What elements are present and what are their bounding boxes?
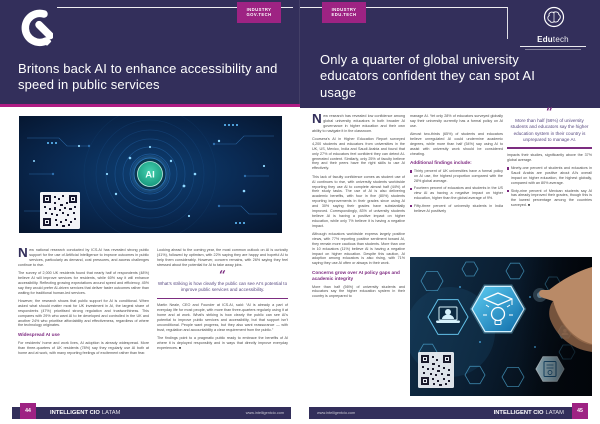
left-article-column-1	[18, 248, 149, 404]
bullet-square-icon	[410, 170, 412, 172]
pull-quote	[507, 108, 592, 143]
footer-url: www.intelligentcio.com	[245, 411, 284, 415]
edutech-name-bold: Edu	[537, 35, 553, 44]
badge-line1: INDUSTRY	[331, 7, 357, 12]
intelligentcio-logo-icon	[13, 7, 53, 49]
paragraph: The survey of 2,000 UK residents found that nearly half of respondents (48%) believe AI will improve services for residents, while 60% say it will enhance accessibility. Reflecting growing expectations around speed and efficiency, 45% say they would prefer AI-driven services that deliver faster outcomes rather than waiting for traditional human-led services.	[18, 271, 149, 295]
quote-icon: “	[546, 106, 553, 119]
bullet-item	[507, 166, 592, 186]
footer-brand	[494, 410, 564, 416]
education-tech-image	[410, 257, 592, 396]
paragraph: However, the research shows that public support for AI is conditional. When asked what should matter most for UK investment in AI, the largest share of respondents (47%) prioritised strong regulation and trustworthiness. This compares with 29% who want AI to be developed and controlled in the UK and another 24% who prioritise affordability and effectiveness, regardless of where the technology originates.	[18, 299, 149, 328]
pull-quote-text: More than half (56%) of university students and educators say the higher education system in their country is unprepared to manage AI.	[510, 118, 589, 142]
bullet-text: Sixty-nine percent of Mexican students say AI has already improved their grades, though this is the lowest percentage among the countries surveyed. ■	[510, 188, 592, 208]
paragraph: Looking ahead to the coming year, the most common outlook on AI is curiosity (41%), followed by optimism, with 22% saying they are happy and hopeful AI to help them considerably. However, concern remains, with 26% saying they feel stressed about the potential for AI to take away jobs.	[157, 248, 288, 267]
footer-brand-region: LATAM	[101, 410, 121, 416]
subheading: Additional findings include:	[410, 160, 472, 166]
paragraph: This lack of faculty confidence comes as student use of AI continues to rise, with university students worldwide reporting they use AI to complete almost half (44%) of their study tasks. The use of AI is also delivering academic benefits, with four in five (80%) students reporting improvements in their grades since using AI and 30% saying their grades have substantially improved. Correspondingly, 83% of university students believe AI is having a positive impact on higher education, while only 7% believe it is having a negative impact.	[312, 174, 405, 228]
badge-line1: INDUSTRY	[246, 7, 272, 12]
left-article-headline: Britons back AI to enhance accessibility and speed in public services	[18, 61, 278, 93]
paragraph: The findings point to a pragmatic public ready to embrace the benefits of AI where it is deployed responsibly and in ways that directly improve everyday experiences. ■	[157, 336, 288, 350]
footer-brand-bold: INTELLIGENT CIO	[493, 410, 544, 416]
badge-line2: GOV.TECH	[246, 12, 272, 18]
paragraph: ew research has revealed low confidence among global university educators in both broader AI governance in higher education and their own ability to navigate it in the classroom.	[312, 114, 405, 133]
edutech-underline	[520, 46, 586, 47]
paragraph: For residents’ home and work lives, AI adoption is already widespread. More than three-quarters of UK residents (78%) say they regularly use AI both at home and at work, with many reporting feelings of excitement rather than fear.	[18, 340, 149, 355]
page-number: 44	[25, 408, 31, 414]
ai-hero-image	[19, 116, 282, 233]
industry-badge-govtech	[237, 2, 281, 23]
page-spine	[299, 0, 300, 108]
page-number-badge	[572, 403, 588, 419]
paragraph: manage AI. Yet only 28% of educators surveyed globally say their university currently has a formal policy on AI use.	[410, 114, 503, 128]
page-number-badge	[20, 403, 36, 419]
bullet-item	[410, 186, 503, 201]
page-number: 45	[577, 408, 583, 414]
bullet-item	[507, 189, 592, 209]
footer-brand-region: LATAM	[545, 410, 564, 416]
pull-quote	[157, 268, 288, 294]
bullet-square-icon	[410, 188, 412, 190]
industry-badge-edutech	[322, 2, 366, 23]
edutech-name-light: tech	[552, 35, 569, 44]
paragraph: impacts their studies, significantly above the 37% global average.	[507, 152, 592, 162]
bullet-square-icon	[507, 167, 509, 169]
quote-rule	[507, 147, 592, 149]
edutech-logo	[514, 5, 592, 50]
pink-accent-rule	[0, 104, 300, 107]
left-article-column-2	[157, 248, 288, 404]
paragraph: More than half (56%) of university students and educators say the higher education system in their country is unprepared to	[312, 284, 405, 299]
right-article-column-2	[410, 114, 503, 255]
bullet-text: Ninety-one percent of students and educators in Saudi Arabia are positive about AI’s overall impact on higher education, the highest globally, compared with an 80% average.	[510, 166, 592, 185]
quote-rule	[157, 298, 288, 300]
header-vertical-divider	[507, 8, 508, 39]
right-article-headline: Only a quarter of global university educators confident they can spot AI usage	[320, 52, 535, 100]
brain-icon	[514, 5, 592, 29]
footer-url: www.intelligentcio.com	[317, 411, 356, 415]
subheading: Widespread AI use	[18, 331, 60, 337]
graduation-cap-bulb-icon	[472, 286, 524, 331]
footer-brand-bold: INTELLIGENT CIO	[50, 410, 100, 416]
right-article-column-1	[312, 114, 405, 400]
paragraph: Although educators worldwide express largely positive views, with 77% reporting positive sentiment toward AI, they remain more cautious than students. More than one in 10 educators (11%) believe AI is having a negative impact on higher education. Despite this caution, AI adoption among educators is also rising, with 71% saying they use AI often or always in their work.	[312, 232, 405, 266]
bullet-text: Fifty-three percent of university students in India believe AI positively	[413, 203, 503, 213]
footer-brand	[50, 410, 120, 416]
right-article-column-3	[507, 106, 592, 256]
bullet-text: Fourteen percent of educators and students in the US view AI as having a negative impact on higher education, higher than the global average of 9%.	[413, 186, 503, 201]
edutech-wordmark	[514, 35, 592, 44]
right-footer-bar	[309, 407, 588, 419]
bullet-text: Thirty percent of UK universities have a formal policy on AI use, the highest proportion compared with the 28% global average.	[413, 169, 503, 183]
drop-cap: N	[312, 114, 322, 126]
paragraph: Martin Neale, CEO and Founder at ICS.AI, said: “AI is already a part of everyday life for most people, with more than three-quarters regularly using it at home and at work. What’s striking is how clearly the public can see AI’s potential to improve public services and accessibility, but that support isn’t unconditional. People want progress, but they also want reassurance — with trust, regulation and accountability a clear requirement from the public.”	[157, 303, 288, 332]
bullet-item	[410, 169, 503, 184]
qr-code-icon	[418, 352, 454, 388]
subheading: Concerns grow over AI policy gaps and academic integrity	[312, 269, 400, 281]
bullet-item	[410, 204, 503, 214]
left-footer-bar	[12, 407, 291, 419]
pull-quote-text: What’s striking is how clearly the public can see AI’s potential to improve public services and accessibility.	[157, 281, 288, 293]
drop-cap: N	[18, 248, 28, 260]
ai-center-label: AI	[145, 169, 155, 181]
bullet-square-icon	[410, 205, 412, 207]
qr-code-icon	[40, 192, 80, 229]
edutech-tagline-rule	[525, 49, 581, 50]
paragraph: Almost two-thirds (65%) of students and educators believe unregulated AI could undermine academic degrees, while more than half (54%) say using AI to assist with university work should be considered cheating.	[410, 132, 503, 156]
bullet-square-icon	[507, 190, 509, 192]
paragraph: Coursera’s AI in Higher Education Report surveyed 4,200 students and educators from universities in the UK, US, Mexico, India and Saudi Arabia and found that only 27% of educators feel confident they can detect AI-generated content. Similarly, only 25% of faculty believe they and their peers have the right skills to use AI effectively.	[312, 137, 405, 171]
quote-icon: “	[219, 268, 226, 283]
badge-line2: EDU.TECH	[331, 12, 357, 18]
paragraph: ew national research conducted by ICS.AI has revealed strong public support for the use of Artificial Intelligence to improve outcomes in public services, particularly as demand, cost pressures, and access challenges continue to rise.	[18, 248, 149, 267]
